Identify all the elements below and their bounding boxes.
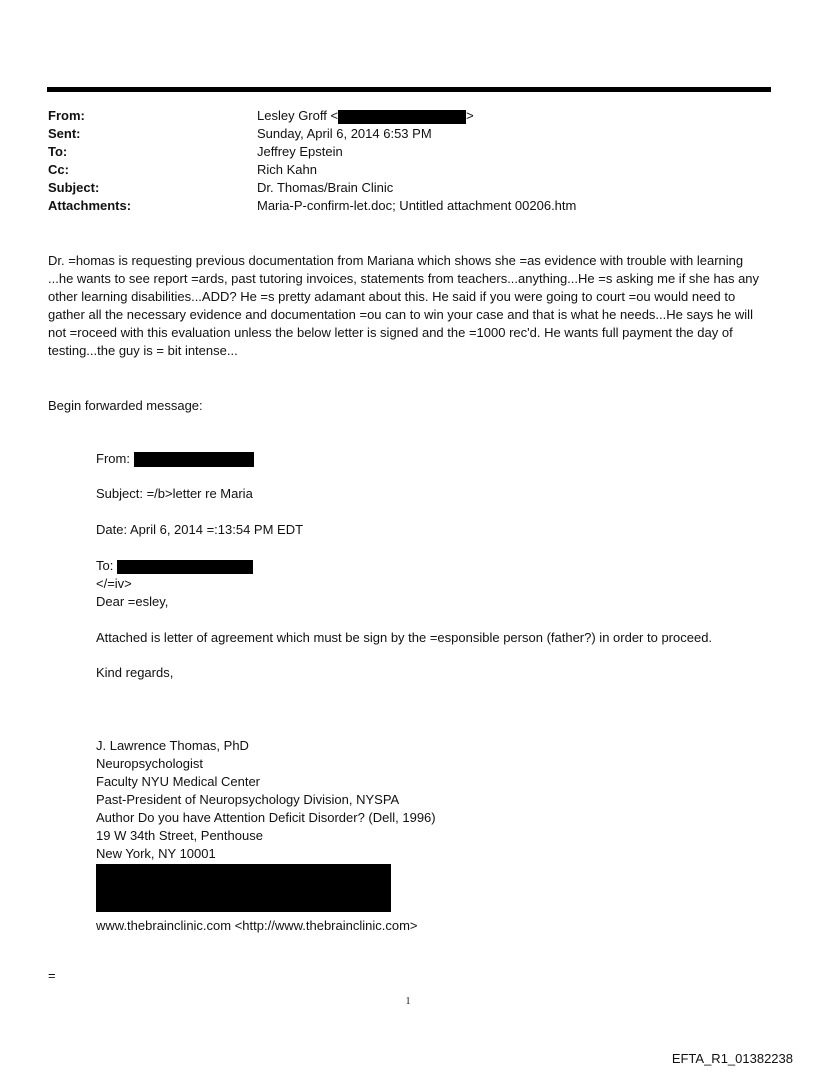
page-number: 1 [405,996,411,1007]
signature-city: New York, NY 10001 [96,846,216,861]
forwarded-date: Date: April 6, 2014 =:13:54 PM EDT [96,522,304,537]
from-label: From: [48,108,85,123]
signature-author: Author Do you have Attention Deficit Disorder? (Dell, 1996) [96,810,436,825]
subject-label: Subject: [48,180,100,195]
forwarded-subject: Subject: =/b>letter re Maria [96,486,253,501]
signature-street: 19 W 34th Street, Penthouse [96,828,263,843]
signature-position: Past-President of Neuropsychology Division, NYSPA [96,792,400,807]
to-value: Jeffrey Epstein [257,144,343,159]
forwarded-message: Attached is letter of agreement which must be sign by the =esponsible person (father?) in order to proceed. [96,630,713,645]
cc-value: Rich Kahn [257,162,317,177]
trailing-equals: = [48,968,56,983]
forwarded-from-label: From: [96,451,130,466]
cc-label: Cc: [48,162,69,177]
forwarded-to-line [96,557,253,575]
forwarded-closing: Kind regards, [96,665,174,680]
signature-block [96,737,436,935]
header-rule [47,87,771,92]
from-close: > [466,108,474,123]
signature-title: Neuropsychologist [96,756,203,771]
signature-affiliation: Faculty NYU Medical Center [96,774,260,789]
forwarded-from-line [96,450,254,468]
email-body-paragraph: Dr. =homas is requesting previous documentation from Mariana which shows she =as evidence with trouble with learning ...he wants to see report =ards, past tutoring invoices, statements from teachers...anything...He =s asking me if she has any other learning disabilities...ADD? He =s pretty adamant about this. He said if you were going to court =ou would need to gather all the necessary evidence and documentation =ou can to win your case and that is what he needs...He says he will not =roceed with this evaluation unless the below letter is signed and the =1000 rec'd. He wants full payment the day of testing...the guy is = bit intense... [48,253,760,358]
forwarded-to-label: To: [96,558,114,573]
begin-forwarded-label: Begin forwarded message: [48,398,203,413]
attachments-value: Maria-P-confirm-let.doc; Untitled attachment 00206.htm [257,198,577,213]
sent-value: Sunday, April 6, 2014 6:53 PM [257,126,432,141]
from-value [257,107,474,125]
sent-label: Sent: [48,126,81,141]
from-name: Lesley Groff < [257,108,339,123]
document-id: EFTA_R1_01382238 [671,1051,793,1066]
redaction-block [338,110,466,124]
redaction-block [117,560,253,574]
signature-website[interactable]: www.thebrainclinic.com <http://www.thebrainclinic.com> [96,918,418,933]
to-label: To: [48,144,68,159]
forwarded-greeting: Dear =esley, [96,594,169,609]
redaction-block [96,864,391,912]
redaction-block [134,452,254,467]
attachments-label: Attachments: [48,198,132,213]
subject-value: Dr. Thomas/Brain Clinic [257,180,394,195]
forwarded-div-tag: </=iv> [96,576,132,591]
signature-name: J. Lawrence Thomas, PhD [96,738,249,753]
